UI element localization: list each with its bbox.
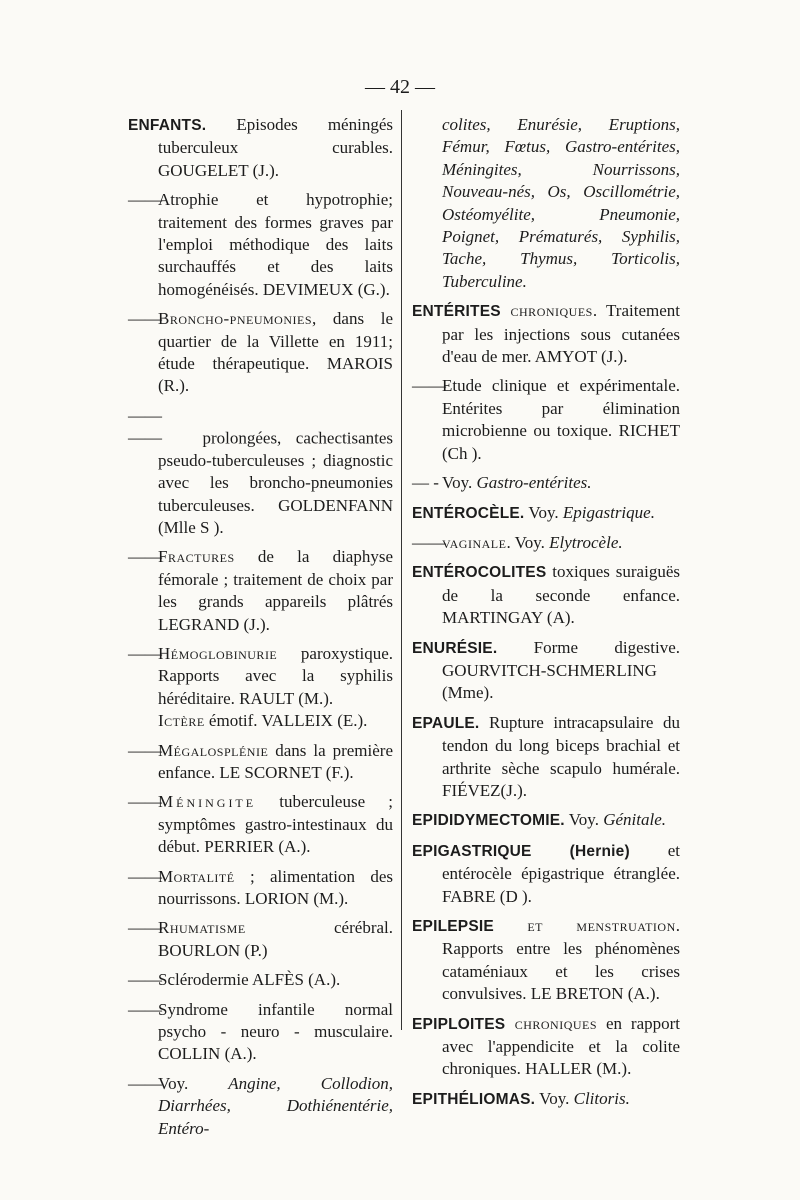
index-subentry — [128, 866, 393, 911]
entry-heading: EPIGASTRIQUE (Hernie) — [412, 842, 630, 860]
entry-text: Sclérodermie ALFÈS (A.). — [158, 970, 341, 990]
entry-heading: EPILEPSIE — [412, 918, 494, 935]
index-subentry — [412, 375, 680, 465]
entry-crossref: Epigastrique. — [562, 502, 655, 522]
entry-subheading: Mortalité — [158, 866, 235, 886]
index-entry — [412, 300, 680, 368]
entry-text: de la diaphyse fémorale ; traitement de choix par les grands appareils plâtrés LEGRAND (J.). — [158, 547, 393, 634]
entry-subheading: Hémoglobinurie — [158, 643, 278, 663]
entry-text: émotif. VALLEIX (E.). — [204, 711, 368, 731]
entry-subheading: Ictère — [158, 711, 205, 731]
ditto-dash: —— — [412, 532, 446, 552]
index-subentry — [128, 999, 393, 1066]
entry-crossref: Génitale. — [603, 810, 667, 830]
index-entry — [412, 809, 680, 832]
ditto-dash: —— — [128, 1073, 162, 1093]
entry-text: Syndrome infantile normal psycho - neuro - musculaire. COLLIN (A.). — [158, 999, 393, 1064]
entry-subheading: Broncho-pneumonies — [158, 309, 313, 329]
entry-subheading: vaginale — [442, 532, 507, 552]
index-subentry — [128, 710, 393, 732]
index-entry — [128, 114, 393, 182]
ditto-dash: —— —— — [128, 405, 162, 448]
ditto-dash: —— — [128, 999, 162, 1019]
entry-text: . Voy. — [506, 532, 550, 552]
entry-text: Voy. — [524, 502, 563, 522]
index-entry — [412, 1013, 680, 1081]
entry-crossref: Angine, Collodion, Diarrhées, Dothiénentérie, Entéro- — [158, 1073, 393, 1138]
entry-subheading: Mégalosplénie — [158, 740, 269, 760]
entry-crossref: colites, Enurésie, Eruptions, Fémur, Fœtus, Gastro-entérites, Méningites, Nourrissons, Nouveau-nés, Os, Oscillométrie, Ostéomyélite, Pneumonie, Poignet, Prématurés, Syphilis, Tache, Thymus, Torticolis, Tuberculine. — [442, 115, 680, 291]
index-subentry — [128, 1073, 393, 1140]
entry-text: Voy. — [158, 1073, 229, 1093]
entry-heading: ENTÉROCOLITES — [412, 564, 547, 582]
entry-text: ; alimentation des nourrissons. LORION (M.). — [158, 866, 393, 908]
index-entry — [412, 712, 680, 803]
index-subentry — [128, 740, 393, 785]
entry-subheading: Méningite — [158, 792, 257, 812]
index-subentry — [128, 405, 393, 539]
ditto-dash: —— — [128, 918, 162, 938]
entry-text: toxiques suraiguës de la seconde enfance. MARTINGAY (A). — [442, 562, 680, 628]
entry-text: Etude clinique et expérimentale. Entérites par élimination microbienne ou toxique. RICHET (Ch ). — [442, 376, 680, 463]
index-entry — [412, 561, 680, 629]
ditto-dash: —— — [128, 866, 162, 886]
index-entry — [412, 637, 680, 705]
index-entry — [412, 1088, 680, 1111]
ditto-dash: —— — [128, 643, 162, 663]
entry-crossref: Clitoris. — [573, 1088, 630, 1108]
entry-subheading: Fractures — [158, 547, 235, 567]
index-entry — [412, 502, 680, 525]
entry-heading: ENURÉSIE. — [412, 639, 498, 657]
ditto-dash: —— — [128, 190, 162, 210]
entry-subheading: et menstruation — [493, 916, 676, 935]
entry-subheading: chroniques — [500, 301, 593, 321]
right-column — [412, 114, 680, 1118]
entry-text: Episodes méningés tuberculeux curables. GOUGELET (J.). — [158, 115, 393, 180]
entry-text: paroxystique. Rapports avec la syphilis héréditaire. RAULT (M.). — [158, 643, 393, 708]
index-subentry — [412, 532, 680, 554]
entry-heading: ENFANTS. — [128, 117, 207, 134]
entry-text: Voy. — [442, 473, 477, 493]
index-subentry — [128, 546, 393, 636]
entry-text: et entérocèle épigastrique étranglée. FABRE (D ). — [442, 840, 680, 906]
index-subentry — [128, 917, 393, 962]
entry-text: . Rapports entre les phénomènes cataméniaux et les crises convulsives. LE BRETON (A.). — [442, 916, 680, 1004]
entry-crossref: Elytrocèle. — [549, 532, 623, 552]
entry-heading: EPIDIDYMECTOMIE. — [412, 812, 565, 830]
index-subentry — [128, 969, 393, 991]
entry-crossref: Gastro-entérites. — [476, 473, 592, 493]
entry-text: dans la première enfance. LE SCORNET (F.). — [158, 740, 393, 782]
entry-text: tuberculeuse ; symptômes gastro-intestinaux du début. PERRIER (A.). — [158, 792, 393, 857]
entry-heading: EPITHÉLIOMAS. — [412, 1090, 536, 1108]
index-entry — [412, 840, 680, 908]
index-entry — [412, 915, 680, 1006]
entry-heading: EPAULE. — [412, 714, 480, 732]
entry-subheading: Rhumatisme — [158, 918, 246, 938]
entry-heading: ENTÉROCÈLE. — [412, 504, 525, 522]
entry-text: prolongées, cachectisantes pseudo-tuberculeuses ; diagnostic avec les broncho-pneumonies tuberculeuses. GOLDENFANN (Mlle S ). — [158, 428, 393, 537]
entry-text: . Traitement par les injections sous cutanées d'eau de mer. AMYOT (J.). — [442, 301, 680, 367]
column-divider — [401, 110, 402, 1030]
ditto-dash: —— — [128, 792, 162, 812]
entry-text: Voy. — [564, 810, 604, 830]
index-subentry — [128, 791, 393, 858]
entry-text: en rapport avec l'appendicite et la colite chroniques. HALLER (M.). — [442, 1013, 681, 1079]
ditto-dash: —— — [128, 547, 162, 567]
ditto-dash: — - — [412, 473, 439, 493]
entry-heading: ENTÉRITES — [412, 303, 501, 321]
entry-text: Forme digestive. GOURVITCH-SCHMERLING (Mme). — [442, 637, 680, 703]
index-subentry — [128, 643, 393, 710]
entry-text: , dans le quartier de la Villette en 1911; étude thérapeutique. MAROIS (R.). — [158, 309, 393, 396]
ditto-dash: —— — [128, 970, 162, 990]
ditto-dash: —— — [128, 309, 162, 329]
entry-text: Voy. — [535, 1088, 574, 1108]
entry-text: cérébral. BOURLON (P.) — [158, 918, 393, 960]
index-subentry — [128, 189, 393, 301]
index-subentry — [128, 308, 393, 398]
entry-text: Rupture intracapsulaire du tendon du long biceps brachial et arthrite sèche scapulo humérale. FIÉVEZ(J.). — [442, 712, 680, 800]
entry-text: Atrophie et hypotrophie; traitement des formes graves par l'emploi méthodique des laits surchauffés et des laits homogénéisés. DEVIMEUX (G.). — [158, 190, 393, 299]
index-subentry — [412, 472, 680, 494]
entry-subheading: chroniques — [505, 1013, 598, 1033]
left-column — [128, 114, 393, 1147]
page-number: — 42 — — [365, 76, 435, 98]
ditto-dash: —— — [412, 376, 446, 396]
index-subentry-continued — [412, 114, 680, 293]
ditto-dash: —— — [128, 740, 162, 760]
entry-heading: EPIPLOITES — [412, 1015, 506, 1033]
